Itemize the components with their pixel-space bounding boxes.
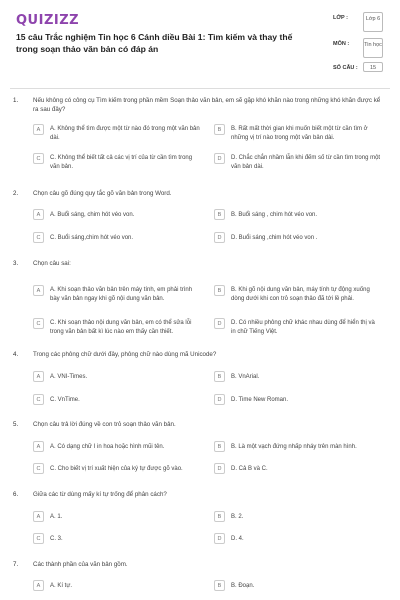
option-text: D. Có nhiều phông chữ khác nhau dùng để hiển thị và in chữ Tiếng Việt.	[231, 320, 375, 335]
meta-count-label: SỐ CÂU :	[333, 65, 358, 71]
option-letter: C	[33, 232, 44, 243]
option-text: D. Chắc chắn nhầm lẫn khi đếm số từ cần tìm trong một văn bản dài.	[231, 155, 381, 170]
option-letter: C	[33, 394, 44, 405]
option-text: A. Buổi sáng, chim hót véo von.	[50, 212, 135, 218]
option-text: C. Buổi sáng,chim hót véo von.	[50, 235, 134, 241]
option-letter: B	[214, 441, 225, 452]
question-text: Nếu không có công cụ Tìm kiếm trong phần mềm Soạn thảo văn bản, em sẽ gặp khó khăn nào trong những khó khăn được kể ra sau đây?	[33, 97, 381, 113]
question-number: 2.	[13, 190, 19, 197]
worksheet-title: 15 câu Trắc nghiệm Tin học 6 Cánh diều Bài 1: Tìm kiếm và thay thế trong soạn thảo văn bản có đáp án	[16, 32, 293, 54]
meta-subject	[333, 36, 385, 60]
meta-class-label: LỚP :	[333, 15, 348, 21]
question-number: 1.	[13, 97, 19, 104]
option-letter: C	[33, 318, 44, 329]
question-text: Chọn câu sai:	[33, 260, 71, 267]
question-number: 4.	[13, 351, 19, 358]
option-text: B. Khi gõ nội dung văn bản, máy tính tự động xuống dòng dưới khi con trỏ soạn thảo đã tới lề phải.	[231, 287, 370, 302]
meta-count	[333, 60, 385, 80]
option-text: A. Kí tự.	[50, 583, 73, 589]
option-letter: B	[214, 124, 225, 135]
option-letter: C	[33, 153, 44, 164]
option-letter: A	[33, 285, 44, 296]
question-number: 5.	[13, 421, 19, 428]
option-letter: A	[33, 209, 44, 220]
question-number: 6.	[13, 491, 19, 498]
option-letter: A	[33, 441, 44, 452]
option-text: C. 3.	[50, 536, 63, 542]
option-text: B. Rất mất thời gian khi muốn biết một từ cần tìm ở những vị trí nào trong một văn bản dài.	[231, 126, 368, 141]
question-text: Giữa các từ dùng mấy kí tự trống để phân cách?	[33, 491, 167, 498]
option-text: B. Buổi sáng , chim hót véo von.	[231, 212, 318, 218]
option-text: A. VNI-Times.	[50, 374, 88, 380]
quizizz-logo: QUIZIZZ	[16, 13, 80, 28]
option-text: B. VnArial.	[231, 374, 260, 380]
question-text: Chọn câu trả lời đúng về con trỏ soạn thảo văn bản.	[33, 421, 176, 428]
option-letter: C	[33, 533, 44, 544]
option-text: B. Đoạn.	[231, 583, 255, 589]
meta-count-value: 15	[363, 62, 383, 72]
option-letter: A	[33, 511, 44, 522]
option-letter: B	[214, 580, 225, 591]
question-text: Trong các phông chữ dưới đây, phông chữ nào dùng mã Unicode?	[33, 351, 217, 358]
option-letter: D	[214, 533, 225, 544]
option-text: B. Là một vạch đứng nhấp nháy trên màn hình.	[231, 444, 357, 450]
meta-subject-value: Tin học	[363, 38, 383, 58]
option-letter: A	[33, 124, 44, 135]
meta-class-value: Lớp 6	[363, 12, 383, 32]
option-letter: B	[214, 209, 225, 220]
question-text: Các thành phần của văn bản gồm.	[33, 561, 128, 568]
option-text: C. Cho biết vị trí xuất hiện của ký tự được gõ vào.	[50, 466, 183, 472]
option-letter: B	[214, 285, 225, 296]
option-text: A. Không thể tìm được một từ nào đó trong một văn bản dài.	[50, 126, 200, 141]
option-letter: B	[214, 511, 225, 522]
option-text: D. Cả B và C.	[231, 466, 268, 472]
option-text: D. 4.	[231, 536, 244, 542]
option-text: D. Buổi sáng ,chim hót véo von .	[231, 235, 318, 241]
option-text: C. Khi soạn thảo nội dung văn bản, em có thể sửa lỗi trong văn bản bất kì lúc nào em thấy cần thiết.	[50, 320, 192, 335]
option-text: A. Có dạng chữ I in hoa hoặc hình mũi tên.	[50, 444, 165, 450]
option-text: C. Không thể biết tất cả các vị trí của từ cần tìm trong văn bản.	[50, 155, 193, 170]
option-letter: D	[214, 232, 225, 243]
option-text: D. Time New Roman.	[231, 397, 289, 403]
option-text: A. Khi soạn thảo văn bản trên máy tính, em phải trình bày văn bản ngay khi gõ nội dung văn bản.	[50, 287, 193, 302]
worksheet-meta	[333, 10, 385, 80]
question-number: 3.	[13, 260, 19, 267]
question-number: 7.	[13, 561, 19, 568]
option-letter: B	[214, 371, 225, 382]
meta-class	[333, 10, 385, 36]
question-text: Chọn câu gõ đúng quy tắc gõ văn bản trong Word.	[33, 190, 172, 197]
option-letter: A	[33, 371, 44, 382]
option-letter: D	[214, 394, 225, 405]
option-letter: D	[214, 318, 225, 329]
option-letter: D	[214, 463, 225, 474]
meta-subject-label: MÔN :	[333, 41, 350, 47]
option-text: B. 2.	[231, 514, 244, 520]
option-letter: A	[33, 580, 44, 591]
worksheet-header	[0, 0, 400, 82]
option-text: C. VnTime.	[50, 397, 80, 403]
option-letter: D	[214, 153, 225, 164]
option-text: A. 1.	[50, 514, 63, 520]
header-divider	[10, 88, 390, 89]
option-letter: C	[33, 463, 44, 474]
